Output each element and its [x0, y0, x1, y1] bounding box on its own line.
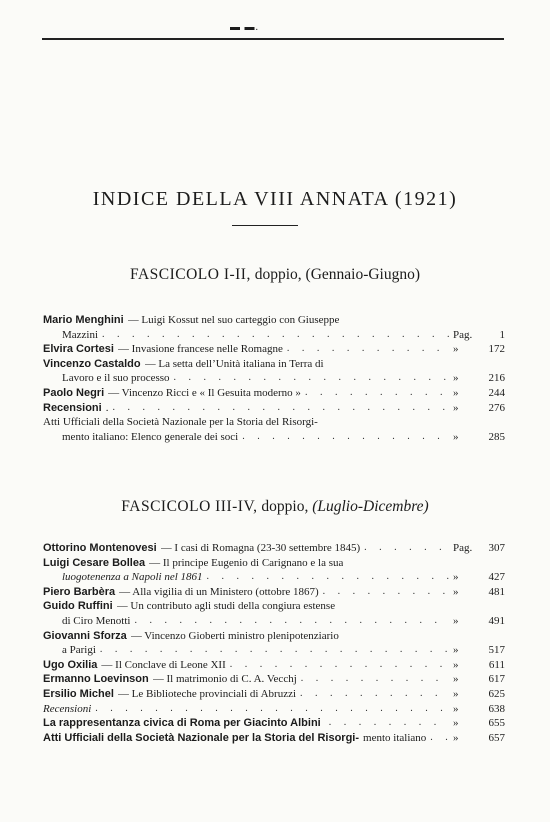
toc-title: . [105, 401, 109, 414]
page-number: 172 [488, 343, 505, 356]
dot-leader [95, 702, 449, 717]
dot-leader [242, 430, 449, 445]
dot-leader [301, 672, 449, 687]
page-prefix: » [453, 644, 459, 657]
toc-title: — Le Biblioteche provinciali di Abruzzi [117, 687, 297, 700]
page-number: 481 [488, 585, 505, 598]
page-prefix: Pag. [453, 328, 473, 341]
page-prefix: » [453, 372, 459, 385]
section-title-rest: doppio, [250, 266, 306, 283]
dot-leader [300, 687, 449, 702]
toc-title: — Vincenzo Ricci e « Il Gesuita moderno » [108, 386, 301, 399]
toc-author: Giovanni Sforza [43, 629, 127, 642]
page-ref [453, 658, 505, 673]
dot-leader [102, 328, 449, 343]
toc-author: Recensioni [43, 401, 102, 414]
page-prefix: » [453, 386, 459, 399]
toc-entry-line [43, 687, 505, 702]
toc-entry [43, 541, 505, 556]
toc-author: Guido Ruffini [43, 600, 113, 613]
page-number: 244 [488, 386, 505, 399]
page-ref [453, 328, 505, 343]
toc-author: Elvira Cortesi [43, 343, 114, 356]
page-prefix: » [453, 585, 459, 598]
section-title-main: FASCICOLO I-II, [129, 266, 251, 283]
toc-entry-line [43, 556, 505, 571]
toc-entry-line [43, 415, 505, 430]
dot-leader [112, 401, 449, 416]
top-rule [42, 38, 504, 40]
toc-author: Piero Barbèra [43, 585, 116, 598]
toc-author: Ugo Oxilia [43, 658, 98, 671]
dot-leader [134, 614, 449, 629]
toc-entry-line [43, 731, 505, 746]
page-ref [453, 570, 505, 585]
toc-entry [43, 415, 505, 444]
toc-entry [43, 386, 505, 401]
toc-title: Atti Ufficiali della Società Nazionale per la Storia del Risorgi- [43, 416, 318, 429]
page-ref [453, 687, 505, 702]
toc-title: Lavoro e il suo processo [62, 372, 170, 385]
toc-author: Ermanno Loevinson [43, 673, 149, 686]
toc-title: mento italiano: Elenco generale dei soci [62, 430, 239, 443]
toc-entry [43, 702, 505, 717]
page-prefix: » [453, 658, 459, 671]
toc-entry [43, 658, 505, 673]
toc-entry [43, 585, 505, 600]
page-number: 655 [488, 717, 505, 730]
page-ref [453, 643, 505, 658]
toc-entry-line [43, 716, 505, 731]
toc-title: luogotenenza a Napoli nel 1861 [62, 571, 203, 584]
page-prefix: » [453, 430, 459, 443]
toc-entry-line [43, 430, 505, 445]
dot-leader [207, 570, 449, 585]
page-ref [453, 401, 505, 416]
page-ref [453, 702, 505, 717]
page-ref [453, 541, 505, 556]
page-ref [453, 386, 505, 401]
page-number: 617 [488, 673, 505, 686]
page-number: 657 [488, 731, 505, 744]
toc-entry-line [43, 357, 505, 372]
section-title-rest: doppio, [257, 498, 313, 515]
page-prefix: » [453, 614, 459, 627]
toc-entry-line [43, 401, 505, 416]
section-2-entries [43, 541, 505, 745]
page-number: 216 [488, 372, 505, 385]
page-prefix: » [453, 571, 459, 584]
toc-entry-line [43, 658, 505, 673]
toc-title: a Parigi [62, 644, 96, 657]
toc-entry [43, 687, 505, 702]
page-number: 491 [488, 614, 505, 627]
toc-title: Recensioni [43, 702, 92, 715]
section-1-entries [43, 313, 505, 444]
toc-entry-line [43, 702, 505, 717]
toc-entry-line [43, 371, 505, 386]
toc-entry [43, 357, 505, 386]
toc-title: — Luigi Kossut nel suo carteggio con Giuseppe [127, 314, 340, 326]
page-prefix: » [453, 673, 459, 686]
toc-author: Vincenzo Castaldo [43, 357, 141, 370]
page-ref [453, 716, 505, 731]
page-ref [453, 614, 505, 629]
dot-leader [100, 643, 449, 658]
dot-leader [305, 386, 449, 401]
toc-entry-line [43, 629, 505, 644]
toc-title: — Il Conclave di Leone XII [101, 658, 226, 671]
toc-title: — I casi di Romagna (23-30 settembre 1845) [160, 542, 361, 554]
toc-entry-line [43, 672, 505, 687]
toc-entry-line [43, 585, 505, 600]
toc-entry [43, 731, 505, 746]
page-number: 1 [499, 328, 505, 341]
toc-entry-line [43, 570, 505, 585]
toc-title: — Un contributo agli studi della congiura estense [116, 600, 336, 613]
toc-entry [43, 599, 505, 628]
toc-entry-line [43, 313, 505, 328]
toc-entry-line [43, 541, 505, 556]
toc-author: Ottorino Montenovesi [43, 542, 157, 554]
toc-entry-line [43, 342, 505, 357]
toc-entry [43, 313, 505, 342]
toc-author: Mario Menghini [43, 314, 124, 326]
toc-title: — Invasione francese nelle Romagne [117, 343, 283, 356]
section-title-main: FASCICOLO III-IV, [121, 498, 258, 515]
page-prefix: » [453, 343, 459, 356]
page-number: 285 [488, 430, 505, 443]
toc-title: — Alla vigilia di un Ministero (ottobre 1867) [119, 585, 319, 598]
running-header-mark: ▬ ▬. [230, 22, 259, 33]
page-ref [453, 731, 505, 746]
dot-leader [287, 342, 449, 357]
page-ref [453, 371, 505, 386]
section-title-paren: (Luglio-Dicembre) [312, 498, 429, 515]
toc-entry-line [43, 386, 505, 401]
toc-author: Paolo Negri [43, 386, 105, 399]
toc-entry-line [43, 599, 505, 614]
toc-entry [43, 716, 505, 731]
toc-entry [43, 556, 505, 585]
toc-author: Ersilio Michel [43, 687, 114, 700]
page-ref [453, 342, 505, 357]
toc-title: — Il principe Eugenio di Carignano e la sua [149, 556, 344, 569]
page-prefix: » [453, 687, 459, 700]
dot-leader [230, 658, 449, 673]
page-prefix: » [453, 731, 459, 744]
toc-title: Mazzini [62, 328, 99, 341]
toc-title: — Il matrimonio di C. A. Vecchj [152, 673, 297, 686]
toc-entry-line [43, 643, 505, 658]
section-title-1 [0, 266, 550, 284]
page-number: 638 [488, 702, 505, 715]
toc-entry [43, 672, 505, 687]
toc-title: — Vincenzo Gioberti ministro plenipotenziario [130, 629, 339, 642]
page-number: 611 [488, 658, 505, 671]
page-number: 276 [488, 401, 505, 414]
toc-title: di Ciro Menotti [62, 614, 131, 627]
toc-author: Luigi Cesare Bollea [43, 556, 146, 569]
dot-leader [323, 585, 449, 600]
page-prefix: » [453, 717, 459, 730]
section-title-2 [0, 498, 550, 516]
page-number: 427 [488, 571, 505, 584]
page-ref [453, 585, 505, 600]
page-number: 307 [488, 542, 505, 554]
page-ref [453, 672, 505, 687]
section-title-paren: (Gennaio-Giugno) [305, 266, 421, 283]
dot-leader [430, 731, 449, 746]
toc-author: La rappresentanza civica di Roma per Giacinto Albini [43, 717, 321, 730]
toc-entry [43, 401, 505, 416]
toc-author: Atti Ufficiali della Società Nazionale per la Storia del Risorgi- [43, 731, 360, 744]
toc-entry-line [43, 328, 505, 343]
page-number: 625 [488, 687, 505, 700]
toc-entry [43, 629, 505, 658]
toc-entry-line [43, 614, 505, 629]
dot-leader [174, 371, 449, 386]
title-rule [232, 225, 298, 226]
page-ref [453, 430, 505, 445]
page-prefix: » [453, 702, 459, 715]
page-number: 517 [488, 644, 505, 657]
toc-entry [43, 342, 505, 357]
toc-title: mento italiano [363, 731, 427, 744]
dot-leader [329, 716, 449, 731]
toc-title: — La setta dell’Unità italiana in Terra di [144, 357, 324, 370]
page-prefix: Pag. [453, 542, 473, 554]
page-prefix: » [453, 401, 459, 414]
page-title: INDICE DELLA VIII ANNATA (1921) [92, 188, 458, 210]
dot-leader [364, 541, 449, 556]
